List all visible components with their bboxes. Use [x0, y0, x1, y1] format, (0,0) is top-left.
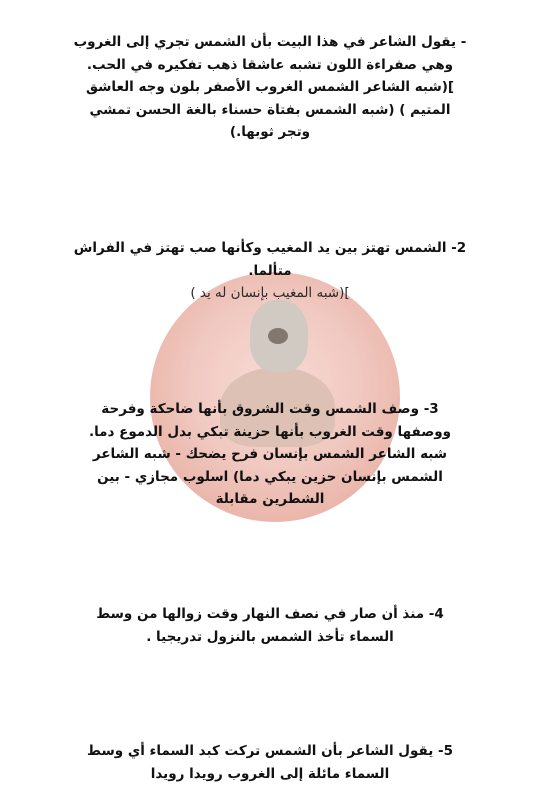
explanation-item-5 [80, 740, 460, 785]
item-1-line-3: ](شبه الشاعر الشمس الغروب الأصفر بلون وجه العاشق [85, 79, 455, 95]
item-2-line-3: ](شبه المغيب بإنسان له يد ) [190, 285, 350, 301]
item-4-line-2: السماء تأخذ الشمس بالنزول تدريجيا . [146, 628, 394, 645]
explanation-item-1 [70, 31, 470, 144]
item-2-line-2: متألما. [248, 262, 292, 279]
item-3-line-1: 3- وصف الشمس وقت الشروق بأنها ضاحكة وفرحة [101, 401, 439, 417]
item-1-line-5: وتجر ثوبها.) [229, 124, 311, 140]
item-5-line-2: السماء مائلة إلى الغروب رويدا رويدا [150, 765, 390, 782]
explanation-item-2 [70, 237, 470, 305]
item-3-line-3: شبه الشاعر الشمس بإنسان فرح يضحك - شبه الشاعر [92, 446, 448, 462]
item-5-line-1: 5- يقول الشاعر بأن الشمس تركت كبد السماء أي وسط [87, 743, 453, 759]
item-3-line-4: الشمس بإنسان حزين يبكي دما) اسلوب مجازي - بين [97, 468, 443, 485]
item-1-line-4: المتيم ) (شبه الشمس بفتاة حسناء بالغة الحسن تمشي [89, 101, 451, 118]
item-1-line-2: وهي صفراءة اللون تشبه عاشقا ذهب تفكيره في الحب. [86, 56, 454, 73]
explanation-item-4 [80, 603, 460, 648]
item-3-line-5: الشطرين مقابلة [215, 491, 325, 507]
falcon-beak-icon [268, 328, 288, 344]
item-2-line-1: 2- الشمس تهتز بين يد المغيب وكأنها صب تهتز في الفراش [73, 240, 467, 256]
item-4-line-1: 4- منذ أن صار في نصف النهار وقت زوالها من وسط [96, 606, 444, 622]
item-1-line-1: - يقول الشاعر في هذا البيت بأن الشمس تجري إلى الغروب [73, 34, 467, 50]
item-3-line-2: ووصفها وقت الغروب بأنها حزينة تبكي بدل الدموع دما. [88, 423, 452, 440]
explanation-item-3 [70, 398, 470, 511]
